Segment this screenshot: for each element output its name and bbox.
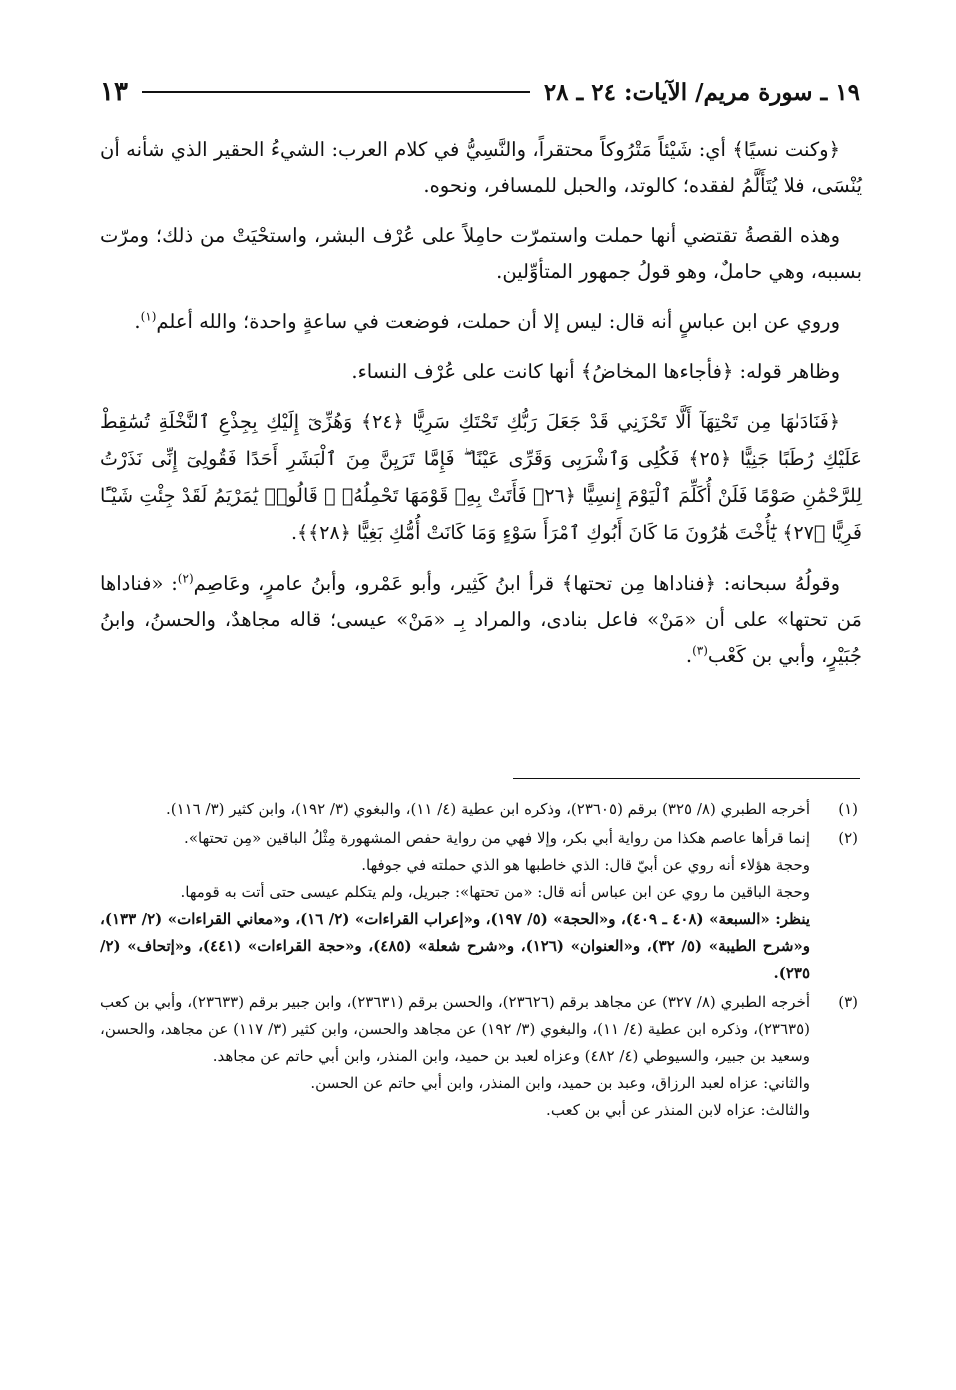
chapter-title: ١٩ ـ سورة مريم/ الآيات: ٢٤ ـ ٢٨	[543, 78, 860, 106]
footnote-line: أخرجه الطبري (٨/ ٣٢٥) برقم (٢٣٦٠٥)، وذكره ابن عطية (٤/ ١١)، والبغوي (٣/ ١٩٢)، وابن كثير (٣/ ١١٦).	[165, 800, 810, 818]
note-ref-1: (١)	[140, 309, 157, 324]
footnote-number: (٢)	[838, 829, 858, 847]
paragraph-6-text-b: : «فناداها مَن تحتها» على أن «مَنْ» فاعل بنادى، والمراد بِـ «مَنْ» عيسى؛ قاله مجاهدٌ، والحسنُ، وابنُ جُبَيْرٍ، وأبي بن كَعْب	[100, 572, 862, 667]
paragraph-6-end: .	[685, 644, 693, 667]
footnote-3	[100, 989, 862, 1124]
paragraph-1: ﴿وكنت نسيًا﴾ أي: شَيْئاً مَتْرُوكاً محتقراً، والنَّسِيُّ في كلام العرب: الشيءُ الحقير الذي شأنه أن يُنْسَى، فلا يُتَأَلَّمُ لفقده؛ كالوتد، والحبل للمسافر، ونحوه.	[100, 138, 862, 197]
footnote-number: (١)	[838, 800, 858, 818]
footnote-references: ينظر: «السبعة» (٤٠٨ ـ ٤٠٩)، و«الحجة» (٥/ ١٩٧)، و«إعراب القراءات» (٢/ ١٦)، و«معاني القراءات» (٢/ ١٣٣)، و«شرح الطيبة» (٥/ ٣٢)، و«العنوان» (١٢٦)، و«شرح شعلة» (٤٨٥)، و«حجة القراءات» (٤٤١)، و«إتحاف» (٢/ ٢٣٥).	[100, 910, 811, 982]
paragraph-6-text-a: وقولُهُ سبحانه: ﴿فناداها مِن تحتها﴾ قرأ ابنُ كَثِير، وأبو عَمْرو، وأبنُ عامرٍ، وعَاصِم	[193, 572, 841, 595]
footnote-separator	[513, 778, 860, 779]
note-ref-2: (٢)	[177, 571, 194, 586]
header-rule	[142, 91, 530, 93]
paragraph-4: وظاهر قوله: ﴿فأجاءها المخاضُ﴾ أنها كانت على عُرْف النساء.	[351, 360, 840, 383]
footnote-2	[100, 825, 862, 987]
page-number: ١٣	[100, 77, 128, 107]
paragraph-3-end: .	[134, 310, 141, 333]
footnote-line: إنما قرأها عاصم هكذا من رواية أبي بكر، وإلا فهي من رواية حفص المشهورة مِثْلُ الباقين «مِن تحتها».	[184, 829, 810, 847]
footnote-line: وحجة الباقين ما روي عن ابن عباس أنه قال: «من تحتها»: جبريل، ولم يتكلم عيسى حتى أتت به قومها.	[180, 883, 810, 901]
paragraph-3-text: وروي عن ابن عباسٍ أنه قال: ليس إلا أن حملت، فوضعت في ساعةٍ واحدة؛ والله أعلم	[156, 310, 840, 333]
note-ref-3: (٣)	[692, 643, 708, 658]
footnote-line: والثاني: عزاه لعبد الرزاق، وعبد بن حميد، وابن المنذر، وابن أبي حاتم عن الحسن.	[310, 1074, 810, 1092]
footnote-line: أخرجه الطبري (٨/ ٣٢٧) عن مجاهد برقم (٢٣٦٢٦)، والحسن برقم (٢٣٦٣١)، وابن جبير برقم (٢٣٦٣٣)، وأبي بن كعب (٢٣٦٣٥)، وذكره ابن عطية (٤/ ١١)، والبغوي (٣/ ١٩٢) عن مجاهد والحسن، وابن كثير (٣/ ١١٧) عن مجاهد، والحسن، وسعيد بن جبير، والسيوطي (٤/ ٤٨٢) وعزاه لعبد بن حميد، وابن المنذر، وابن أبي حاتم عن مجاهد.	[100, 993, 811, 1065]
paragraph-6	[100, 566, 862, 674]
footnote-number: (٣)	[838, 993, 858, 1011]
quran-verses: ﴿فَنَادَىٰهَا مِن تَحْتِهَآ أَلَّا تَحْزَنِي قَدْ جَعَلَ رَبُّكِ تَحْتَكِ سَرِيًّا ﴿٢٤﴾ وَهُزِّىٓ إِلَيْكِ بِجِذْعِ ٱلنَّخْلَةِ تُسَٰقِطْ عَلَيْكِ رُطَبًا جَنِيًّا ﴿٢٥﴾ فَكُلِى وَٱشْرَبِى وَقَرِّى عَيْنًا ۖ فَإِمَّا تَرَيِنَّ مِنَ ٱلْبَشَرِ أَحَدًا فَقُولِىٓ إِنِّى نَذَرْتُ لِلرَّحْمَٰنِ صَوْمًا فَلَنْ أُكَلِّمَ ٱلْيَوْمَ إِنسِيًّا ﴿٢٦﴾ فَأَتَتْ بِهِۦ قَوْمَهَا تَحْمِلُهُۥ ۖ قَالُوا۟ يَٰمَرْيَمُ لَقَدْ جِئْتِ شَيْـًٔا فَرِيًّا ﴿٢٧﴾ يَٰٓأُخْتَ هَٰرُونَ مَا كَانَ أَبُوكِ ٱمْرَأَ سَوْءٍ وَمَا كَانَتْ أُمُّكِ بَغِيًّا ﴿٢٨﴾﴾.	[100, 411, 863, 544]
main-text	[100, 132, 862, 688]
footnote-1	[100, 796, 862, 823]
footnote-line: وحجة هؤلاء أنه روي عن أبيّ قال: الذي خاطبها هو الذي حملته في جوفها.	[361, 856, 810, 874]
running-header	[100, 72, 860, 112]
paragraph-2: وهذه القصةُ تقتضي أنها حملت واستمرّت حامِلاً على عُرْف البشر، واستحْيَتْ من ذلك؛ ومرّت بسببه، وهي حاملٌ، وهو قولُ جمهور المتأوِّلين.	[100, 224, 862, 283]
footnotes	[100, 796, 862, 1126]
footnote-line: والثالث: عزاه لابن المنذر عن أبي بن كعب.	[546, 1101, 810, 1119]
paragraph-3	[100, 304, 862, 340]
